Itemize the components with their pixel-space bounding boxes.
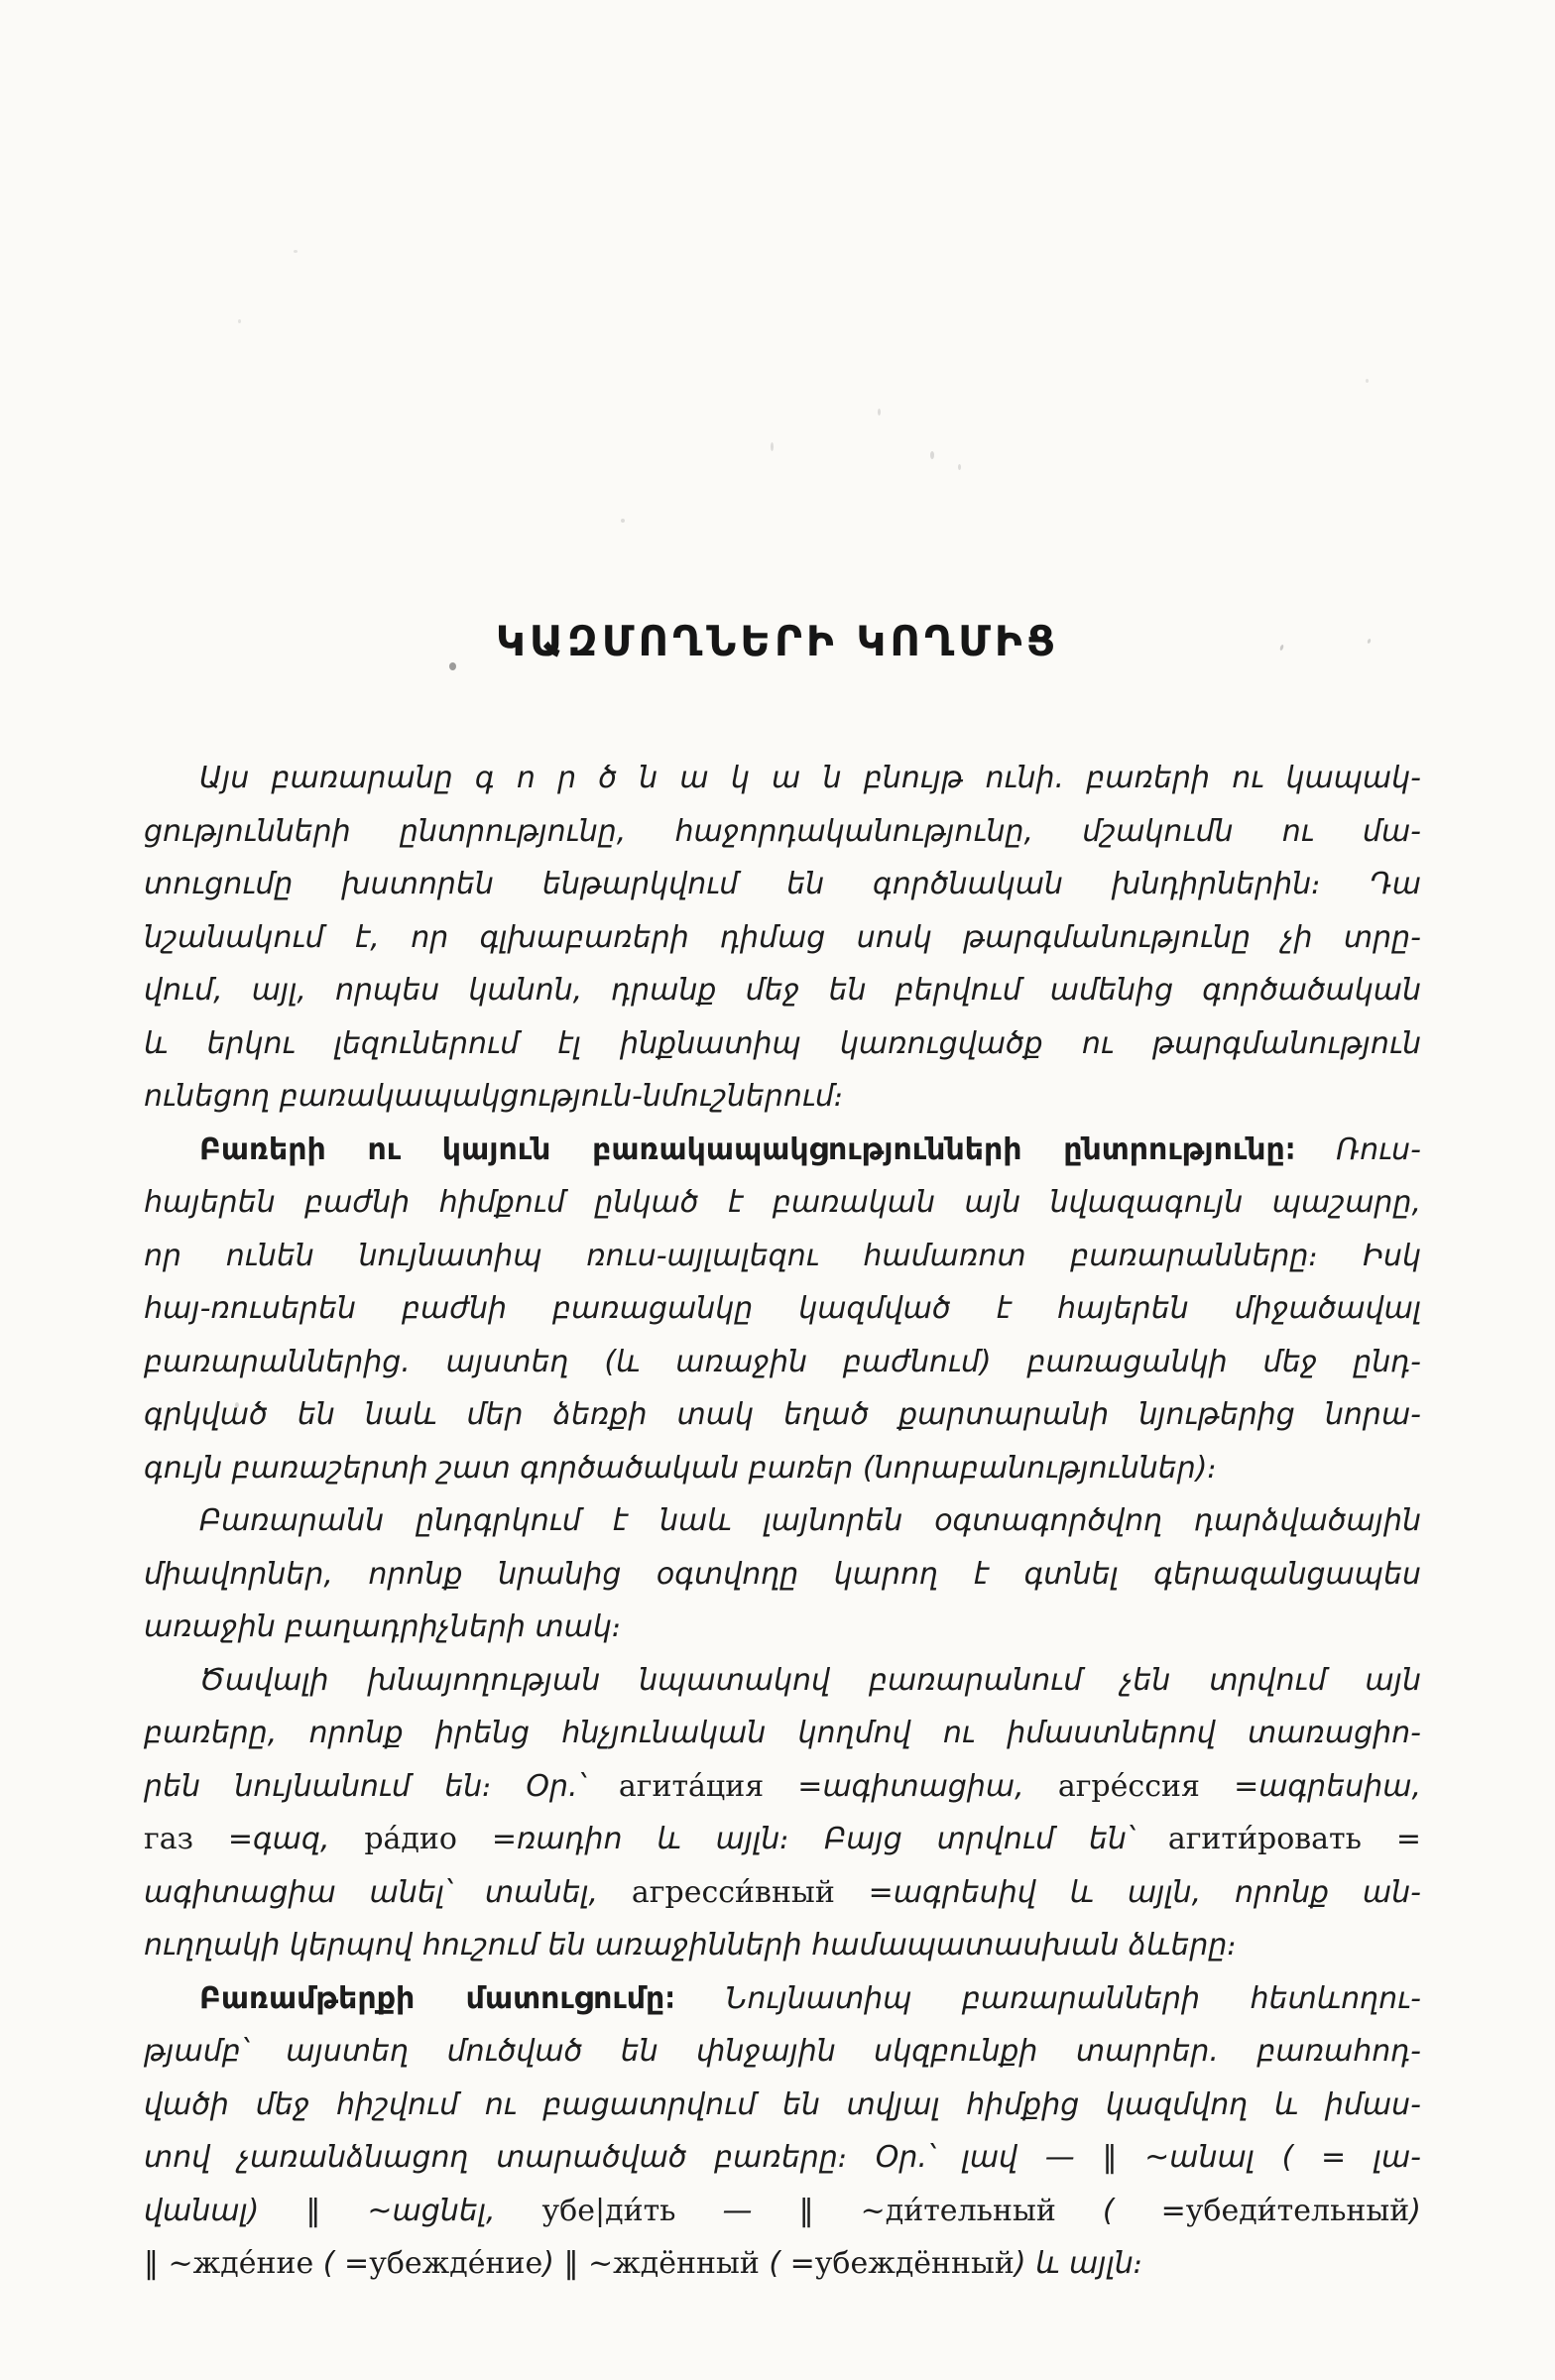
text-line <box>144 1548 1421 1602</box>
armenian-text: ցությունների ընտրությունը, հաջորդականությունը, մշակումն ու մա- <box>144 813 1421 849</box>
armenian-text: թյամբ՝ այստեղ մուծված են փնջային սկզբունքի տարրեր. բառահոդ- <box>144 2034 1421 2069</box>
armenian-text: ) և այլն։ <box>1014 2246 1143 2281</box>
armenian-text: ( = <box>313 2246 370 2281</box>
armenian-text: հայերեն բաժնի հիմքում ընկած է բառական այն նվազագույն պաշարը, <box>144 1185 1421 1220</box>
text-line <box>144 2237 1421 2291</box>
text-line <box>144 1176 1421 1230</box>
armenian-text: վանալ) ‖ ~ացնել, <box>144 2193 542 2228</box>
russian-term: агити́ровать <box>1167 1822 1362 1856</box>
armenian-text: գույն բառաշերտի շատ գործածական բառեր (նորաբանություններ)։ <box>144 1450 1218 1486</box>
ink-speck <box>238 319 241 323</box>
armenian-text: ) <box>1409 2193 1421 2228</box>
text-line <box>144 2079 1421 2132</box>
armenian-text: վում, այլ, որպես կանոն, դրանք մեջ են բերվում ամենից գործածական <box>144 973 1421 1008</box>
text-line <box>144 1230 1421 1283</box>
ink-speck <box>771 442 774 451</box>
paragraph <box>144 1124 1421 1495</box>
paragraph <box>144 1654 1421 1972</box>
text-line <box>144 1017 1421 1071</box>
body-text <box>144 752 1421 2291</box>
text-line <box>144 1813 1421 1866</box>
armenian-text: առաջին բաղադրիչների տակ։ <box>144 1609 622 1644</box>
armenian-text: =ռադիո և այլն։ Բայց տրվում են՝ <box>456 1822 1168 1856</box>
text-line <box>144 2025 1421 2079</box>
text-line <box>144 1124 1421 1177</box>
russian-term: убеди́тельный <box>1185 2193 1410 2228</box>
text-line <box>144 2185 1421 2238</box>
paragraph <box>144 1972 1421 2291</box>
armenian-text: Բառարանն ընդգրկում է նաև լայնորեն օգտագործվող դարձվածային <box>199 1503 1421 1538</box>
armenian-text: =ագրեսիվ և այլն, որոնք ան- <box>834 1874 1421 1910</box>
armenian-text: =ագրեսիա, <box>1199 1768 1421 1804</box>
armenian-text: ( = <box>759 2246 815 2281</box>
armenian-text: վածի մեջ հիշվում ու բացատրվում են տվյալ հիմքից կազմվող և իմաս- <box>144 2086 1421 2122</box>
text-line <box>144 1707 1421 1760</box>
armenian-text: միավորներ, որոնք նրանից օգտվողը կարող է գտնել գերազանցապես <box>144 1556 1421 1592</box>
ink-speck <box>878 409 881 416</box>
armenian-text: Ռուս- <box>1295 1131 1422 1167</box>
russian-term: агресси́вный <box>631 1874 835 1910</box>
text-line <box>144 964 1421 1017</box>
armenian-text: ‖ <box>144 2246 169 2281</box>
armenian-text: ուղղակի կերպով հուշում են առաջինների համապատասխան ձևերը։ <box>144 1928 1238 1963</box>
armenian-text: Այս բառարանը գ ո ր ծ ն ա կ ա ն բնույթ ունի. բառերի ու կապակ- <box>199 761 1421 795</box>
page-title: ԿԱԶՄՈՂՆԵՐԻ ԿՈՂՄԻՑ <box>495 617 1060 665</box>
armenian-text: նշանակում է, որ գլխաբառերի դիմաց սոսկ թարգմանությունը չի տրը- <box>144 919 1421 955</box>
text-line <box>144 911 1421 965</box>
russian-term: ра́дио <box>364 1822 457 1856</box>
armenian-text: — ‖ <box>675 2193 861 2228</box>
text-line <box>144 2131 1421 2185</box>
armenian-text: ( = <box>1055 2193 1186 2228</box>
armenian-text: բառարաններից. այստեղ (և առաջին բաժնում) բառացանկի մեջ ընդ- <box>144 1344 1421 1379</box>
text-line <box>144 1601 1421 1654</box>
text-line <box>144 1866 1421 1920</box>
armenian-text: Ծավալի խնայողության նպատակով բառարանում չեն տրվում այն <box>199 1662 1421 1698</box>
text-line <box>144 1494 1421 1548</box>
russian-term: убежде́ние <box>369 2246 543 2281</box>
text-line <box>144 1919 1421 1972</box>
armenian-text: տով չառանձնացող տարածված բառերը։ Օր.՝ լավ — ‖ ~անալ ( = լա- <box>144 2140 1421 2175</box>
text-line <box>144 805 1421 859</box>
text-line <box>144 1388 1421 1442</box>
armenian-text: գրկված են նաև մեր ձեռքի տակ եղած քարտարանի նյութերից նորա- <box>144 1397 1421 1432</box>
text-line <box>144 1336 1421 1389</box>
paragraph <box>144 1494 1421 1654</box>
armenian-text: ագիտացիա անել՝ տանել, <box>144 1874 632 1910</box>
russian-term: убеждённый <box>814 2246 1015 2281</box>
armenian-text: = <box>1362 1822 1421 1856</box>
armenian-text: =ագիտացիա, <box>764 1768 1058 1804</box>
section-heading: Բառամթերքի մատուցումը։ <box>199 1980 676 2016</box>
ink-speck <box>294 250 298 253</box>
armenian-text: ) ‖ <box>542 2246 589 2281</box>
armenian-text: Նույնատիպ բառարանների հետևողու- <box>675 1980 1421 2016</box>
ink-speck <box>621 519 625 523</box>
text-line <box>144 1972 1421 2026</box>
armenian-text: ունեցող բառակապակցություն-նմուշներում։ <box>144 1079 845 1114</box>
text-line <box>144 1654 1421 1708</box>
text-line <box>144 1760 1421 1814</box>
text-line <box>144 858 1421 911</box>
armenian-text: բառերը, որոնք իրենց հնչյունական կողմով ու իմաստներով տառացիո- <box>144 1716 1421 1750</box>
armenian-text: րեն նույնանում են։ Օր.՝ <box>144 1768 619 1804</box>
text-line <box>144 1070 1421 1124</box>
text-line <box>144 1282 1421 1336</box>
text-line <box>144 752 1421 805</box>
russian-term: агре́ссия <box>1057 1768 1200 1804</box>
russian-term: ~ждённый <box>588 2246 760 2281</box>
text-line <box>144 1442 1421 1495</box>
armenian-text: որ ունեն նույնատիպ ռուս-այլալեզու համառոտ բառարանները։ Իսկ <box>144 1238 1421 1273</box>
armenian-text: հայ-ռուսերեն բաժնի բառացանկը կազմված է հայերեն միջածավալ <box>144 1291 1421 1326</box>
armenian-text: տուցումը խստորեն ենթարկվում են գործնական խնդիրներին։ Դա <box>144 867 1421 901</box>
russian-term: газ <box>144 1822 193 1856</box>
ink-speck <box>1366 379 1369 383</box>
ink-speck <box>958 464 961 470</box>
russian-term: агита́ция <box>618 1768 765 1804</box>
russian-term: ~жде́ние <box>168 2246 314 2281</box>
armenian-text: և երկու լեզուներում էլ ինքնատիպ կառուցվածք ու թարգմանություն <box>144 1025 1421 1061</box>
section-heading: Բառերի ու կայուն բառակապակցությունների ընտրությունը։ <box>199 1131 1296 1167</box>
armenian-text: =գազ, <box>192 1822 365 1856</box>
ink-speck <box>930 451 934 459</box>
russian-term: ~ди́тельный <box>860 2193 1056 2228</box>
paragraph <box>144 752 1421 1124</box>
russian-term: убе|ди́ть <box>541 2193 676 2228</box>
